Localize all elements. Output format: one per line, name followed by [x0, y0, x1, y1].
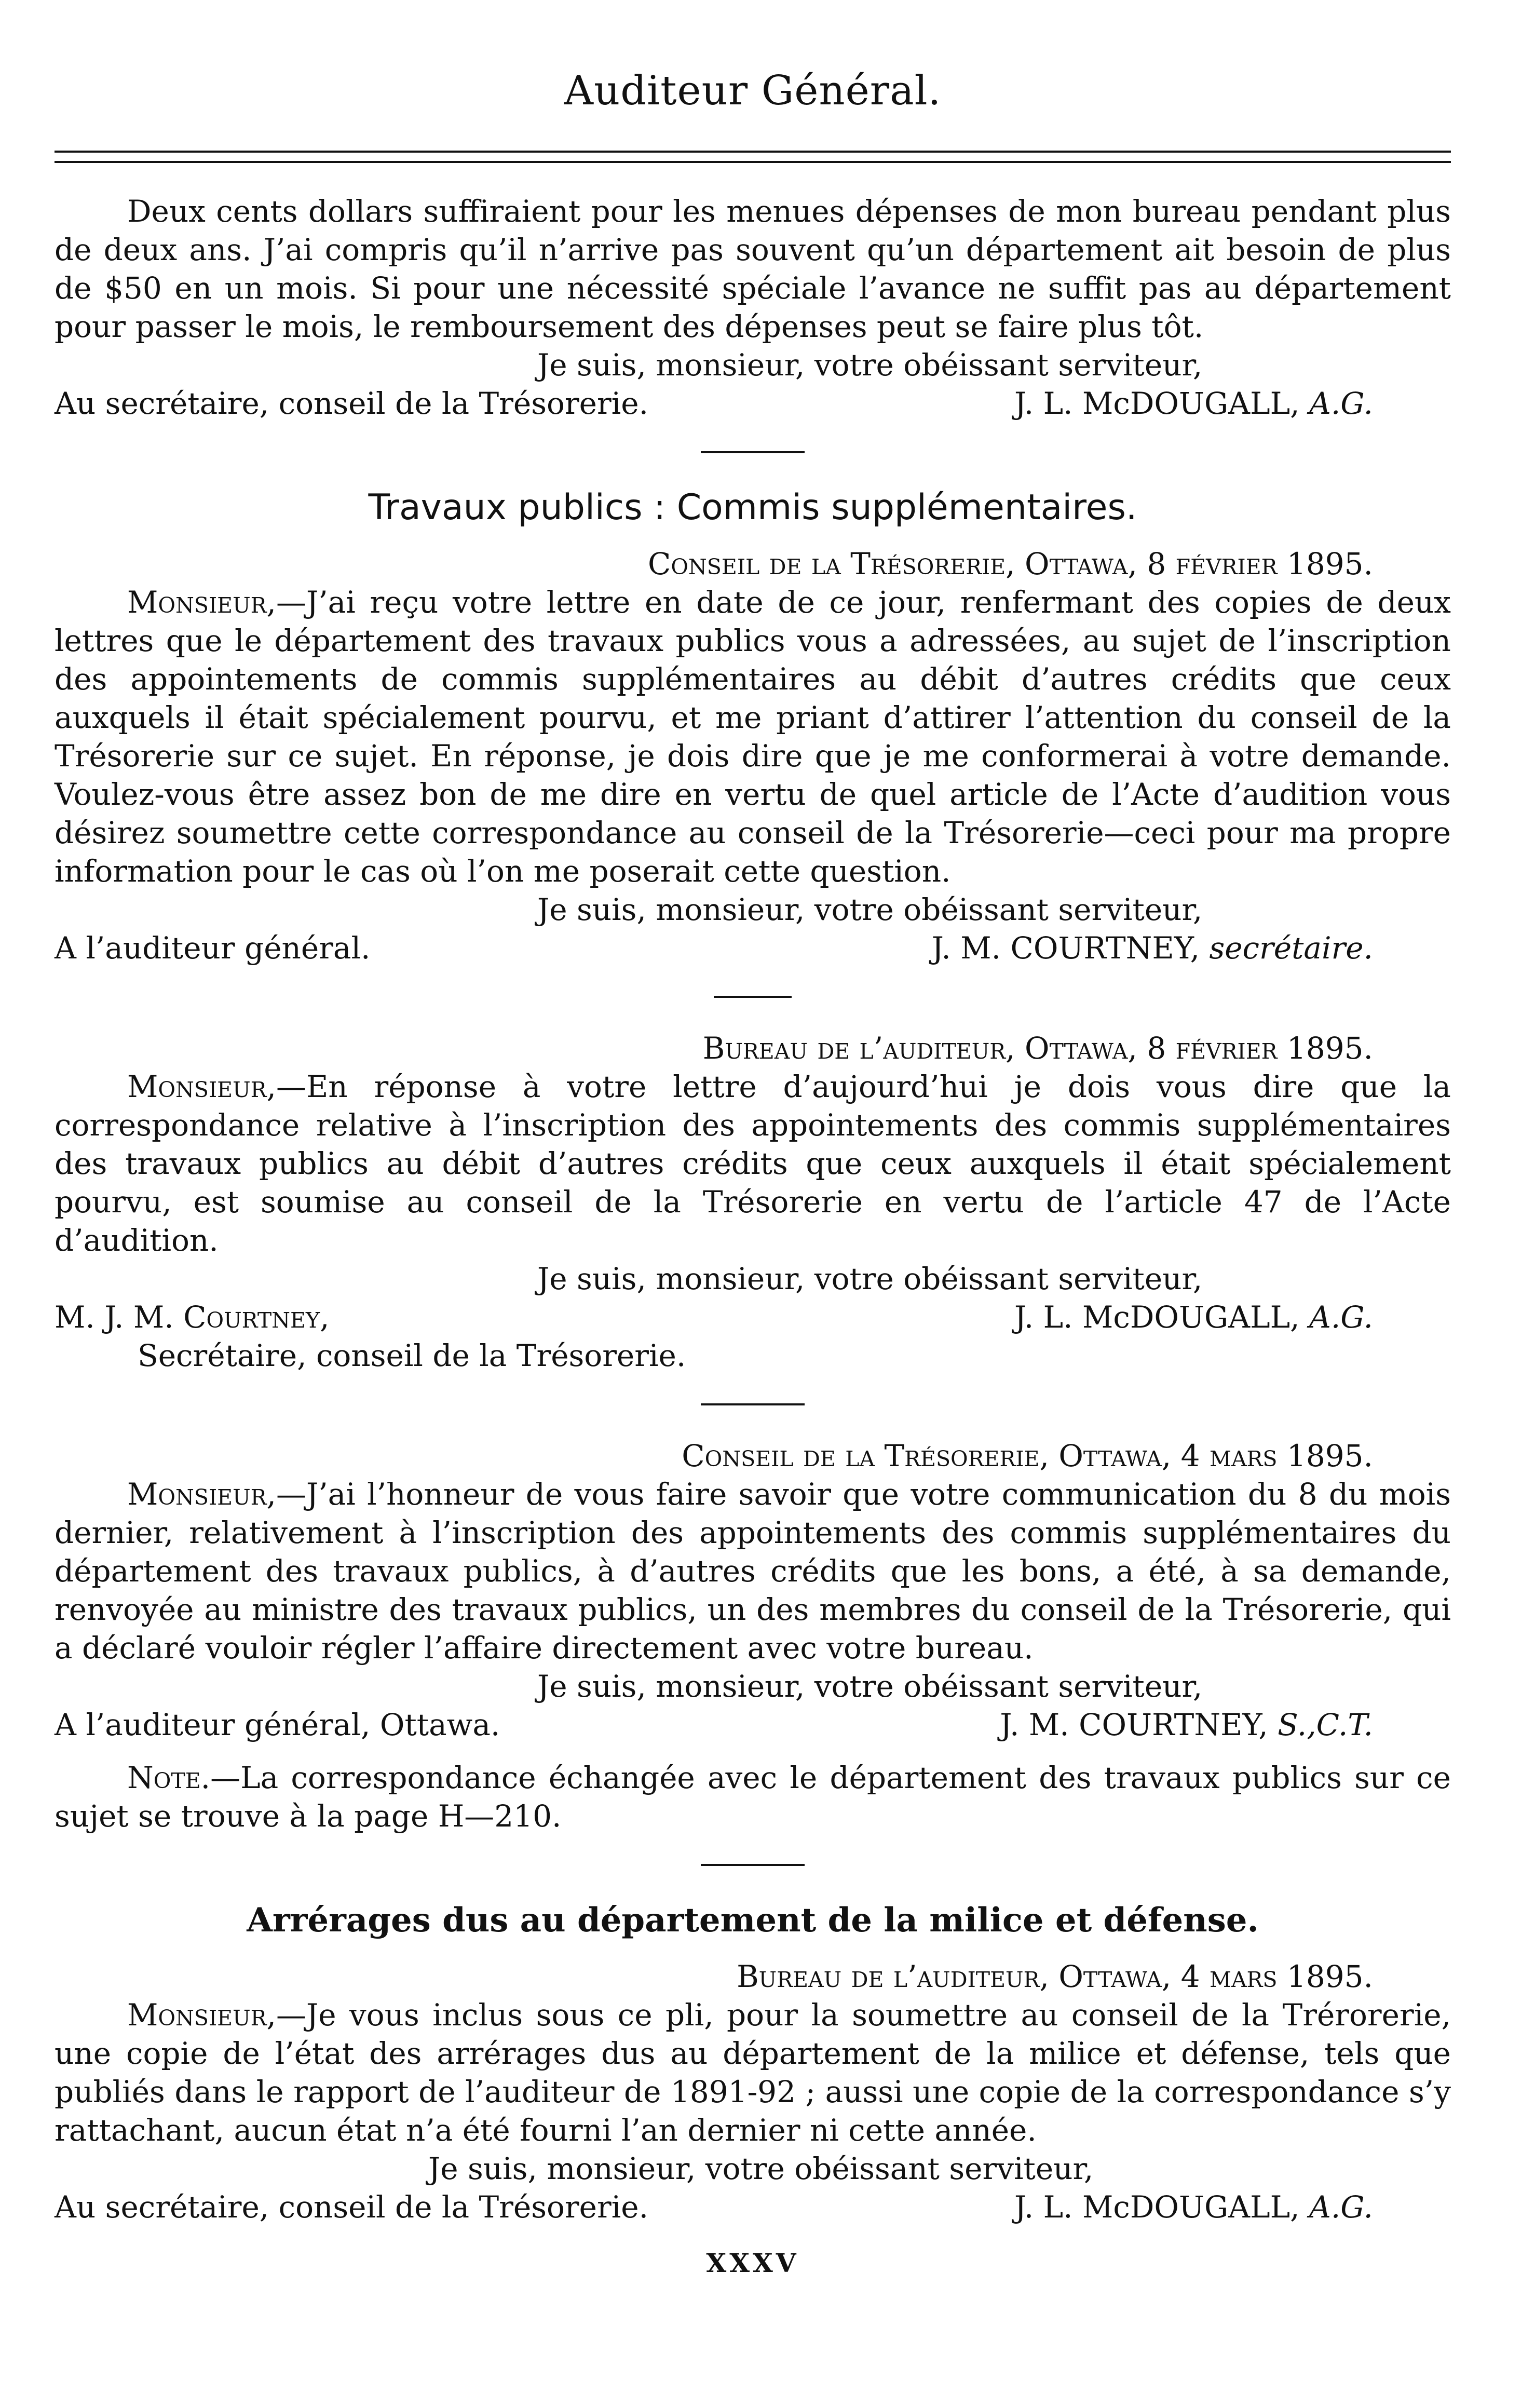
page-header: Auditeur Général. [564, 67, 942, 114]
letter4-signature-name: J. M. COURTNEY, [1000, 1707, 1268, 1742]
letter4-recipient: A l’auditeur général, Ottawa. [55, 1707, 500, 1742]
letter3-body: —En réponse à votre lettre d’aujourd’hui je dois vous dire que la correspondance relative à l’inscription des appointements des commis supplémentaires des travaux publics au débit d’autres crédits que ceux auxquels il était spécialement pourvu, est soumise au conseil de la Trésorerie en vertu de l’article 47 de l’Acte d’audition. [55, 1069, 1451, 1258]
letter2-closing: Je suis, monsieur, votre obéissant serviteur, [537, 892, 1203, 927]
letter3-salutation: Monsieur, [127, 1069, 276, 1104]
letter3-signoff [55, 1298, 1451, 1336]
letter4-note [55, 1758, 1451, 1835]
letter3-dateline: Bureau de l’auditeur, Ottawa, 8 février 1895. [702, 1031, 1373, 1066]
letter2-signature-title: secrétaire. [1209, 930, 1373, 966]
letter1-signature [1014, 384, 1373, 423]
letter1-signoff [55, 384, 1451, 423]
letter4-signature [1000, 1706, 1373, 1744]
letter5-signoff [55, 2188, 1451, 2226]
letter2-body: —J’ai reçu votre lettre en date de ce jour, renfermant des copies de deux lettres que le département des travaux publics vous a adressées, au sujet de l’inscription des appointements de commis supplémentaires au débit d’autres crédits que ceux auxquels il était spécialement pourvu, et me priant d’attirer l’attention du conseil de la Trésorerie sur ce sujet. En réponse, je dois dire que je me conformerai à votre demande. Voulez-vous être assez bon de me dire en vertu de quel article de l’Acte d’audition vous désirez soumettre cette correspondance au conseil de la Trésorerie—ceci pour ma propre information pour le cas où l’on me poserait cette question. [55, 585, 1451, 889]
note-label: Note. [127, 1760, 211, 1795]
letter3-signature-name: J. L. McDOUGALL, [1014, 1300, 1300, 1335]
page-number: XXXV [706, 2248, 799, 2278]
letter4-closing: Je suis, monsieur, votre obéissant serviteur, [537, 1669, 1203, 1704]
document-page [55, 0, 1451, 2408]
letter5-paragraph [55, 1996, 1451, 2149]
letter2-paragraph [55, 583, 1451, 890]
letter5-signature-name: J. L. McDOUGALL, [1014, 2189, 1300, 2225]
letter4-signature-title: S.,C.T. [1278, 1707, 1373, 1742]
letter5-signature [1014, 2188, 1373, 2226]
separator-rule [714, 996, 792, 998]
letter4-body: —J’ai l’honneur de vous faire savoir que votre communication du 8 du mois dernier, relativement à l’inscription des appointements des commis supplémentaires du département des travaux publics, à d’autres crédits que les bons, a été, à sa demande, renvoyée au ministre des travaux publics, un des membres du conseil de la Trésorerie, qui a déclaré vouloir régler l’affaire directement avec votre bureau. [55, 1477, 1451, 1666]
letter2-signature-name: J. M. COURTNEY, [931, 930, 1200, 966]
separator-rule [701, 1864, 805, 1866]
letter5-salutation: Monsieur, [127, 1997, 276, 2033]
letter5-body: —Je vous inclus sous ce pli, pour la soumettre au conseil de la Trérorerie, une copie de l’état des arrérages dus au département de la milice et défense, tels que publiés dans le rapport de l’auditeur de 1891-92 ; aussi une copie de la correspondance s’y rattachant, aucun état n’a été fourni l’an dernier ni cette année. [55, 1997, 1451, 2148]
section-title-arrerages: Arrérages dus au département de la milice et défense. [247, 1901, 1259, 1940]
letter1-signature-name: J. L. McDOUGALL, [1014, 386, 1300, 421]
letter5-signature-title: A.G. [1309, 2189, 1373, 2225]
letter3-recipient-line2: Secrétaire, conseil de la Trésorerie. [138, 1338, 686, 1373]
separator-rule [701, 1403, 805, 1405]
letter5-dateline: Bureau de l’auditeur, Ottawa, 4 mars 1895. [737, 1959, 1373, 1994]
letter1-body: Deux cents dollars suffiraient pour les menues dépenses de mon bureau pendant plus de deux ans. J’ai compris qu’il n’arrive pas souvent qu’un département ait besoin de plus de $50 en un mois. Si pour une nécessité spéciale l’avance ne suffit pas au département pour passer le mois, le remboursement des dépenses peut se faire plus tôt. [55, 194, 1451, 344]
letter3-recipient: M. J. M. Courtney, [55, 1300, 330, 1335]
letter2-signoff [55, 929, 1451, 967]
separator-rule [701, 451, 805, 453]
note-body: —La correspondance échangée avec le département des travaux publics sur ce sujet se trouve à la page H—210. [55, 1760, 1451, 1834]
page-content [55, 192, 1451, 2282]
letter4-dateline: Conseil de la Trésorerie, Ottawa, 4 mars 1895. [682, 1438, 1373, 1473]
letter2-signature [932, 929, 1373, 967]
letter4-signoff [55, 1706, 1451, 1744]
letter3-paragraph [55, 1067, 1451, 1260]
letter3-signature-title: A.G. [1309, 1300, 1373, 1335]
section-title-travaux-publics: Travaux publics : Commis supplémentaires. [368, 487, 1137, 528]
header-double-rule [55, 151, 1451, 163]
letter2-salutation: Monsieur, [127, 585, 276, 620]
letter1-closing: Je suis, monsieur, votre obéissant serviteur, [537, 347, 1203, 383]
letter2-dateline: Conseil de la Trésorerie, Ottawa, 8 février 1895. [647, 546, 1373, 581]
letter4-salutation: Monsieur, [127, 1477, 276, 1512]
letter5-recipient: Au secrétaire, conseil de la Trésorerie. [55, 2189, 648, 2225]
letter1-recipient: Au secrétaire, conseil de la Trésorerie. [55, 386, 648, 421]
letter1-signature-title: A.G. [1309, 386, 1373, 421]
letter3-closing: Je suis, monsieur, votre obéissant serviteur, [537, 1261, 1203, 1296]
letter4-paragraph [55, 1475, 1451, 1667]
letter2-recipient: A l’auditeur général. [55, 930, 371, 966]
letter3-signature [1014, 1298, 1373, 1336]
letter5-closing: Je suis, monsieur, votre obéissant serviteur, [428, 2151, 1094, 2186]
